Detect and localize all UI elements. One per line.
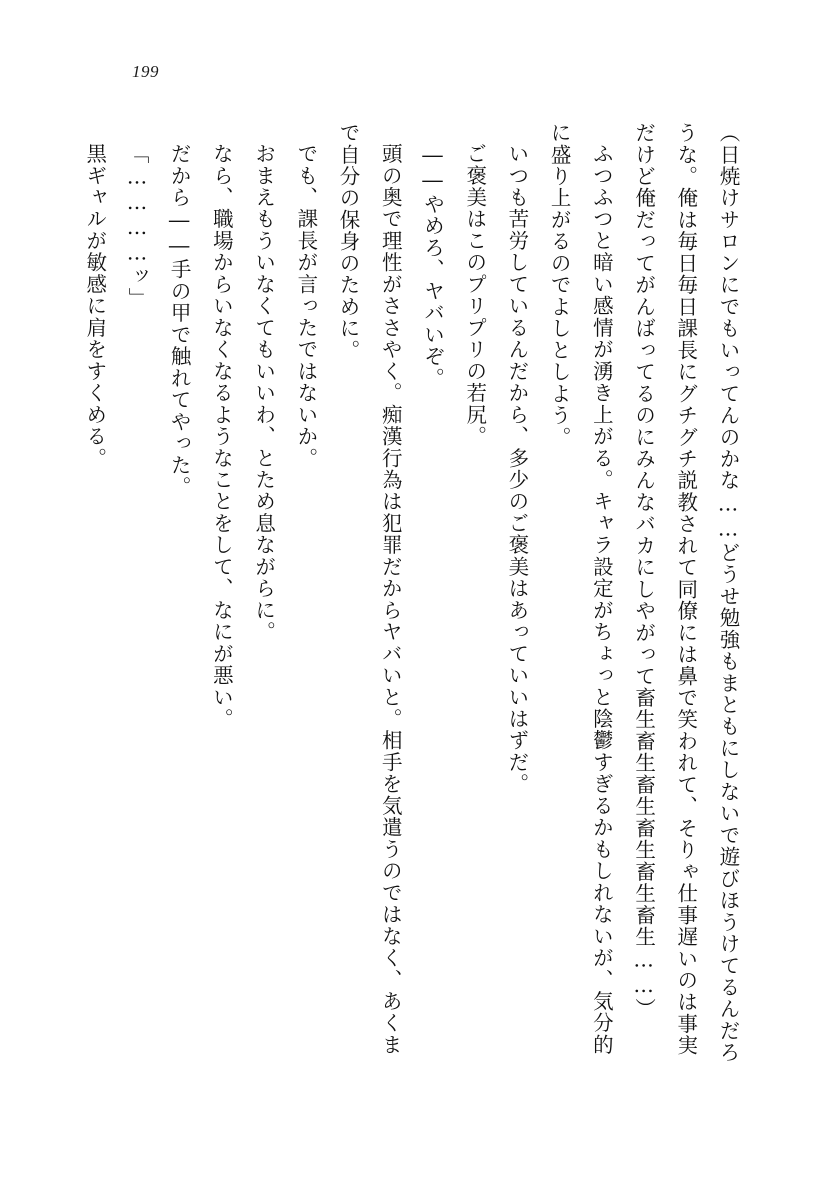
paragraph: ふつふつと暗い感情が湧き上がる。キャラ設定がちょっと陰鬱すぎるかもしれないが、気分的に盛り上がるのでよしとしよう。 (547, 122, 614, 1056)
paragraph: だから――手の甲で触れてやった。 (167, 142, 192, 498)
paragraph: いつも苦労しているんだから、多少のご褒美はあっていいはずだ。 (504, 142, 529, 795)
paragraph: 「…………ッ」 (124, 142, 149, 309)
paragraph: おまえもういなくてもいいわ、とため息ながらに。 (251, 142, 276, 643)
paragraph: （日焼けサロンにでもいってんのかな……どうせ勉強もまともにしないで遊びほうけてるんだろうな。俺は毎日毎日課長にグチグチ説教されて同僚には鼻で笑われて、そりゃ仕事遅いのは事実だけど俺だってがんばってるのにみんなバカにしやがって畜生畜生畜生畜生畜生畜生……） (631, 122, 740, 1064)
paragraph: なら、職場からいなくなるようなことをして、なにが悪い。 (209, 142, 234, 730)
page-number: 199 (132, 62, 159, 81)
paragraph: でも、課長が言ったではないか。 (293, 142, 318, 469)
paragraph: ご褒美はこのプリプリの若尻。 (462, 142, 487, 447)
paragraph: 頭の奥で理性がささやく。痴漢行為は犯罪だからヤバいと。相手を気遣うのではなく、あくまで自分の保身のために。 (336, 122, 403, 1056)
paragraph: 黒ギャルが敏感に肩をすくめる。 (82, 142, 107, 469)
paragraph: ――やめろ、ヤバいぞ。 (420, 142, 445, 389)
page-text-body (82, 122, 749, 1072)
